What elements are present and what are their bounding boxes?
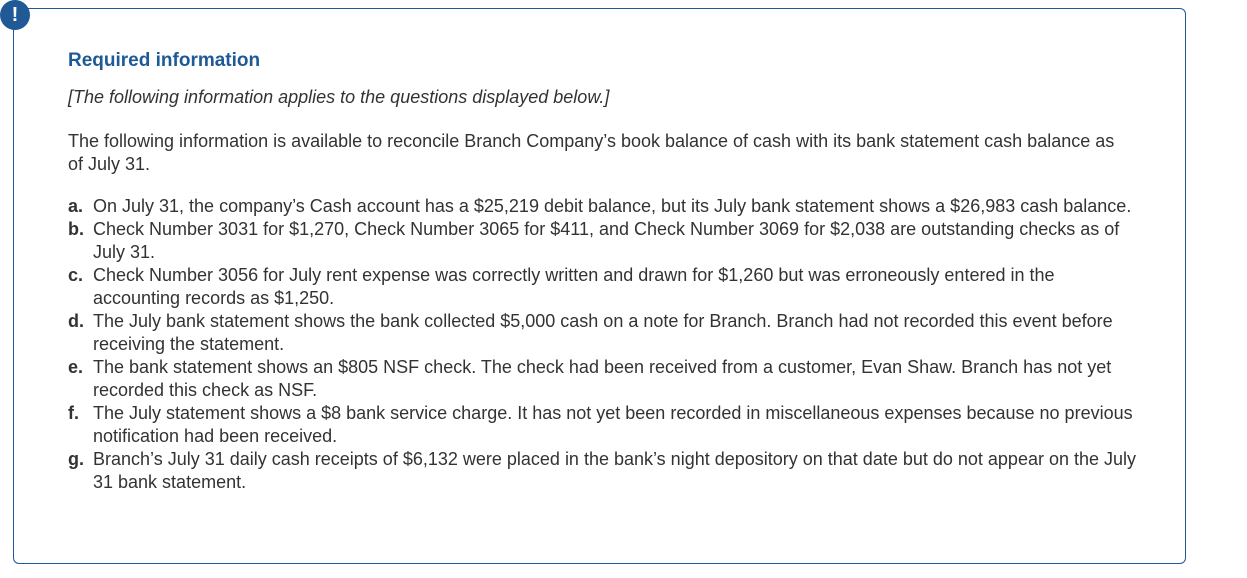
item-text: On July 31, the company’s Cash account has a $25,219 debit balance, but its July bank statement shows a $26,983 cash balance. xyxy=(93,196,1132,216)
item-text: The July statement shows a $8 bank service charge. It has not yet been recorded in miscellaneous expenses because no previous notification had been received. xyxy=(93,403,1133,446)
item-marker: e. xyxy=(68,357,84,377)
item-text: Check Number 3031 for $1,270, Check Number 3065 for $411, and Check Number 3069 for $2,038 are outstanding checks as of July 31. xyxy=(93,219,1120,262)
panel-heading: Required information xyxy=(68,50,261,71)
item-text: The July bank statement shows the bank collected $5,000 cash on a note for Branch. Branch had not recorded this event before receiving the statement. xyxy=(93,311,1113,354)
item-marker: a. xyxy=(68,196,84,216)
list-item xyxy=(68,218,1138,264)
item-marker: g. xyxy=(68,449,84,469)
item-text: Check Number 3056 for July rent expense was correctly written and drawn for $1,260 but was erroneously entered in the accounting records as $1,250. xyxy=(93,265,1055,308)
list-item xyxy=(68,402,1138,448)
intro-paragraph: The following information is available to reconcile Branch Company’s book balance of cash with its bank statement cash balance as of July 31. xyxy=(68,131,1115,174)
list-item xyxy=(68,356,1138,402)
item-text: The bank statement shows an $805 NSF check. The check had been received from a customer, Evan Shaw. Branch has not yet recorded this check as NSF. xyxy=(93,357,1112,400)
exclamation-icon xyxy=(0,0,30,30)
list-item xyxy=(68,310,1138,356)
item-text: Branch’s July 31 daily cash receipts of $6,132 were placed in the bank’s night depository on that date but do not appear on the July 31 bank statement. xyxy=(93,449,1137,492)
item-marker: d. xyxy=(68,311,84,331)
list-item xyxy=(68,264,1138,310)
instruction-note: [The following information applies to the questions displayed below.] xyxy=(68,87,610,107)
item-marker: f. xyxy=(68,403,79,423)
panel-content xyxy=(68,49,1148,494)
list-item xyxy=(68,448,1138,494)
item-marker: b. xyxy=(68,219,84,239)
required-information-panel xyxy=(13,8,1186,564)
alert-symbol: ! xyxy=(11,3,19,26)
information-list xyxy=(68,195,1138,494)
list-item xyxy=(68,195,1138,218)
item-marker: c. xyxy=(68,265,84,285)
